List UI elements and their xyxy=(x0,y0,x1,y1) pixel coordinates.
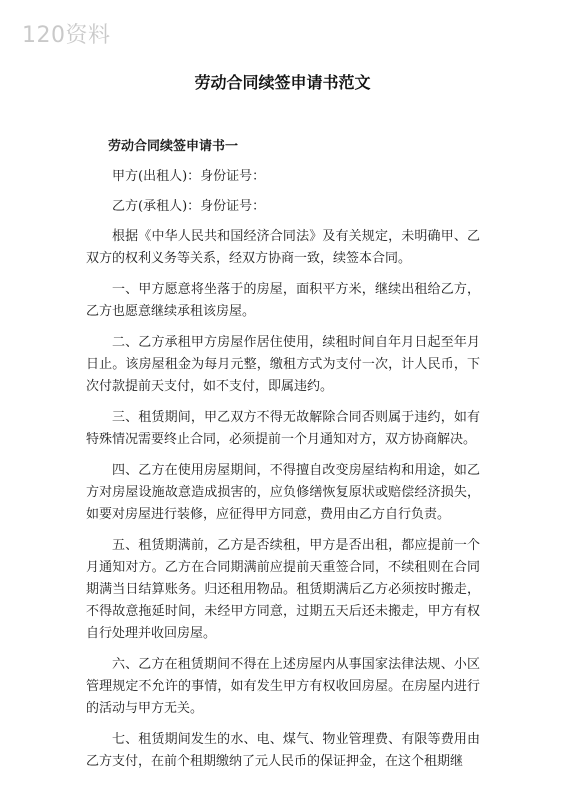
document-title: 劳动合同续签申请书范文 xyxy=(194,73,371,92)
document-body xyxy=(86,136,480,782)
paragraph-preamble: 根据《中华人民共和国经济合同法》及有关规定，未明确甲、乙双方的权利义务等关系，经双方协商一致，续签本合同。 xyxy=(86,229,480,266)
party-b-line: 乙方(承租人)：身份证号： xyxy=(112,199,266,214)
paragraph-clause-2: 二、乙方承租甲方房屋作居住使用，续租时间自年月日起至年月日止。该房屋租金为每月元整，缴租方式为支付一次，计人民币，下次付款提前天支付，如不支付，即属违约。 xyxy=(86,335,480,394)
paragraph-clause-6: 六、乙方在租赁期间不得在上述房屋内从事国家法律法规、小区管理规定不允许的事情，如有发生甲方有权收回房屋。在房屋内进行的活动与甲方无关。 xyxy=(86,657,480,716)
party-a-line: 甲方(出租人)：身份证号： xyxy=(112,169,266,184)
paragraph-clause-4: 四、乙方在使用房屋期间，不得擅自改变房屋结构和用途，如乙方对房屋设施故意造成损害的，应负修缮恢复原状或赔偿经济损失，如要对房屋进行装修，应征得甲方同意，费用由乙方自行负责。 xyxy=(86,463,480,522)
watermark-logo: 120资料 xyxy=(22,23,111,48)
paragraph-clause-1: 一、甲方愿意将坐落于的房屋，面积平方米，继续出租给乙方，乙方也愿意继续承租该房屋。 xyxy=(86,282,480,319)
paragraph-clause-3: 三、租赁期间，甲乙双方不得无故解除合同否则属于违约，如有特殊情况需要终止合同，必须提前一个月通知对方，双方协商解决。 xyxy=(86,410,480,447)
paragraph-clause-5: 五、租赁期满前，乙方是否续租，甲方是否出租，都应提前一个月通知对方。乙方在合同期满前应提前天重签合同，不续租则在合同期满当日结算账务。归还租用物品。租赁期满后乙方必须按时搬走，不得故意拖延时间，未经甲方同意，过期五天后还未搬走，甲方有权自行处理并收回房屋。 xyxy=(86,538,480,641)
paragraph-clause-7: 七、租赁期间发生的水、电、煤气、物业管理费、有限等费用由乙方支付，在前个租期缴纳了元人民币的保证押金，在这个租期继 xyxy=(86,732,480,769)
section-title: 劳动合同续签申请书一 xyxy=(108,139,239,154)
